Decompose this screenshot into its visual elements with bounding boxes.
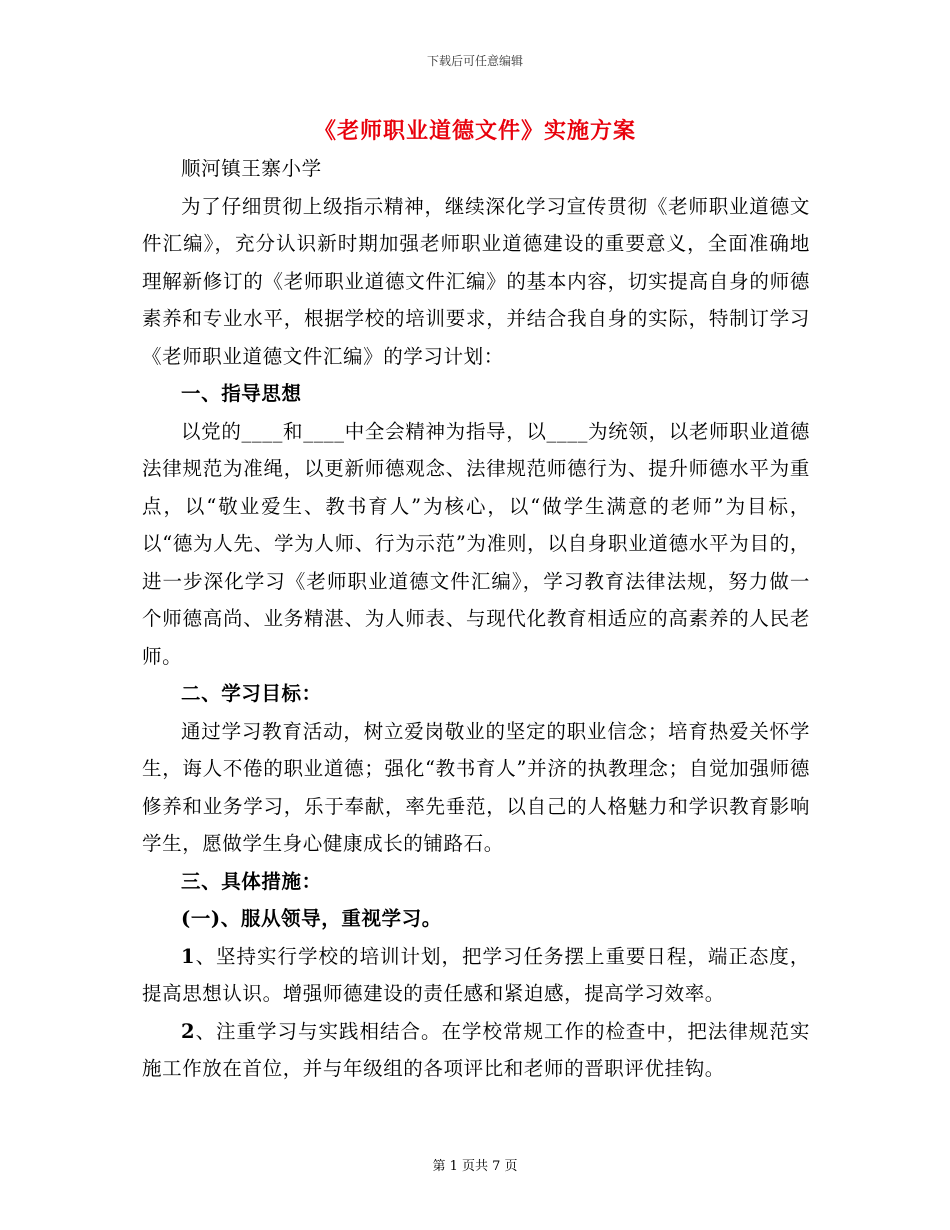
measure-item-2-text: 、注重学习与实践相结合。在学校常规工作的检查中，把法律规范实施工作放在首位，并与年级组的各项评比和老师的晋职评优挂钩。 bbox=[142, 1019, 810, 1080]
school-name: 顺河镇王寨小学 bbox=[181, 157, 322, 180]
measure-item-1-text: 、坚持实行学校的培训计划，把学习任务摆上重要日程，端正态度，提高思想认识。增强师德建设的责任感和紧迫感，提高学习效率。 bbox=[142, 944, 810, 1005]
section2-heading: 二、学习目标： bbox=[181, 682, 322, 705]
section1-heading: 一、指导思想 bbox=[181, 382, 302, 405]
measure-item-1-number: 1 bbox=[181, 944, 196, 968]
page-header: 下载后可任意编辑 bbox=[426, 54, 523, 68]
document-title: 《老师职业道德文件》实施方案 bbox=[313, 118, 636, 144]
document-body bbox=[142, 150, 810, 1088]
section1-paragraph: 以党的____和____中全会精神为指导，以____为统领，以老师职业道德法律规范为准绳，以更新师德观念、法律规范师德行为、提升师德水平为重点，以“敬业爱生、教书育人”为核心，以“做学生满意的老师”为目标，以“德为人先、学为人师、行为示范”为准则，以自身职业道德水平为目的，进一步深化学习《老师职业道德文件汇编》，学习教育法律法规，努力做一个师德高尚、业务精湛、为人师表、与现代化教育相适应的高素养的人民老师。 bbox=[142, 419, 810, 668]
section2-paragraph: 通过学习教育活动，树立爱岗敬业的坚定的职业信念；培育热爱关怀学生，诲人不倦的职业道德；强化“教书育人”并济的执教理念；自觉加强师德修养和业务学习，乐于奉献，率先垂范，以自己的人格魅力和学识教育影响学生，愿做学生身心健康成长的铺路石。 bbox=[142, 719, 810, 855]
measure-item-2 bbox=[142, 1013, 810, 1088]
subsection1-heading: (一)、服从领导，重视学习。 bbox=[181, 907, 442, 930]
section3-heading: 三、具体措施： bbox=[181, 869, 322, 893]
measure-item-1 bbox=[142, 938, 810, 1013]
page-footer: 第 1 页共 7 页 bbox=[432, 1159, 518, 1174]
intro-paragraph: 为了仔细贯彻上级指示精神，继续深化学习宣传贯彻《老师职业道德文件汇编》，充分认识新时期加强老师职业道德建设的重要意义，全面准确地理解新修订的《老师职业道德文件汇编》的基本内容，切实提高自身的师德素养和专业水平，根据学校的培训要求，并结合我自身的实际，特制订学习《老师职业道德文件汇编》的学习计划： bbox=[142, 194, 810, 368]
measure-item-2-number: 2 bbox=[181, 1019, 196, 1043]
